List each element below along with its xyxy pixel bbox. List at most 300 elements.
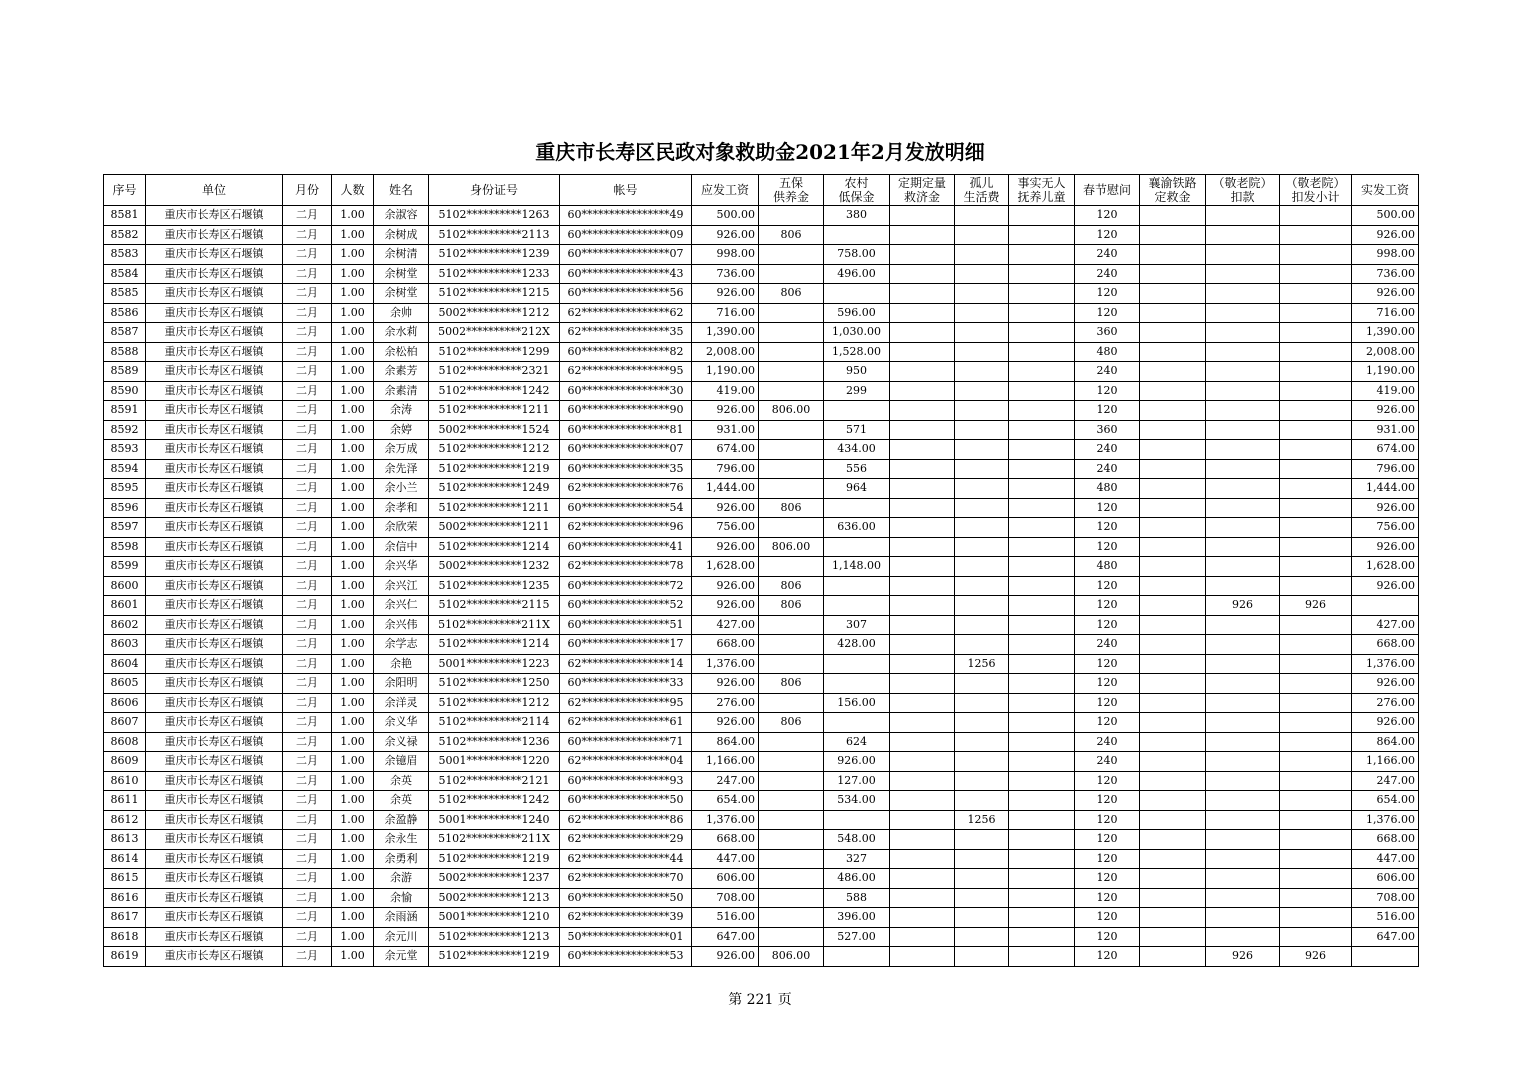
table-cell: [759, 810, 824, 830]
table-cell: 926.00: [1352, 498, 1419, 518]
table-cell: 654.00: [692, 791, 759, 811]
table-cell: 419.00: [692, 381, 759, 401]
table-cell: [1009, 635, 1075, 655]
table-cell: 5002**********212X: [429, 323, 560, 343]
table-cell: [955, 557, 1009, 577]
table-cell: 120: [1075, 810, 1140, 830]
table-cell: 447.00: [692, 849, 759, 869]
table-cell: 62****************14: [560, 654, 692, 674]
table-cell: [1206, 323, 1280, 343]
table-cell: 二月: [283, 635, 332, 655]
table-cell: 120: [1075, 830, 1140, 850]
table-cell: 重庆市长寿区石堰镇: [146, 947, 283, 967]
table-cell: 余英: [374, 771, 429, 791]
table-cell: 二月: [283, 557, 332, 577]
table-cell: [1206, 459, 1280, 479]
table-cell: [1206, 771, 1280, 791]
table-cell: 1.00: [332, 518, 374, 538]
table-cell: 156.00: [824, 693, 890, 713]
table-cell: 486.00: [824, 869, 890, 889]
table-cell: 余树堂: [374, 264, 429, 284]
table-cell: 二月: [283, 888, 332, 908]
table-cell: [1009, 615, 1075, 635]
table-cell: [824, 576, 890, 596]
table-cell: [955, 635, 1009, 655]
table-cell: [1140, 362, 1206, 382]
table-cell: [955, 342, 1009, 362]
table-cell: 二月: [283, 401, 332, 421]
table-cell: 806: [759, 498, 824, 518]
table-cell: 419.00: [1352, 381, 1419, 401]
table-cell: 余兴仁: [374, 596, 429, 616]
table-cell: 重庆市长寿区石堰镇: [146, 440, 283, 460]
table-cell: [1009, 674, 1075, 694]
table-cell: 重庆市长寿区石堰镇: [146, 225, 283, 245]
table-cell: [1280, 674, 1352, 694]
table-cell: 二月: [283, 284, 332, 304]
table-cell: [1140, 888, 1206, 908]
table-cell: [890, 908, 955, 928]
document-title: 重庆市长寿区民政对象救助金2021年2月发放明细: [535, 140, 985, 164]
table-cell: 余盈静: [374, 810, 429, 830]
table-cell: 二月: [283, 713, 332, 733]
table-cell: 62****************29: [560, 830, 692, 850]
table-cell: [1280, 771, 1352, 791]
table-cell: 1,444.00: [692, 479, 759, 499]
table-cell: 1,190.00: [1352, 362, 1419, 382]
table-cell: 1.00: [332, 420, 374, 440]
table-cell: 余义华: [374, 713, 429, 733]
table-cell: 1.00: [332, 693, 374, 713]
table-row: [104, 264, 1419, 284]
table-cell: [955, 440, 1009, 460]
table-cell: [890, 830, 955, 850]
table-cell: 1.00: [332, 284, 374, 304]
table-row: [104, 342, 1419, 362]
table-cell: [890, 459, 955, 479]
table-cell: 736.00: [1352, 264, 1419, 284]
table-cell: 62****************95: [560, 693, 692, 713]
table-cell: 60****************81: [560, 420, 692, 440]
table-cell: [1352, 596, 1419, 616]
table-cell: [759, 654, 824, 674]
table-cell: 8613: [104, 830, 146, 850]
table-cell: 余树成: [374, 225, 429, 245]
table-cell: 5102**********2115: [429, 596, 560, 616]
table-cell: 931.00: [1352, 420, 1419, 440]
table-cell: 62****************86: [560, 810, 692, 830]
column-header: （敬老院） 扣款: [1206, 175, 1280, 206]
table-cell: 二月: [283, 303, 332, 323]
table-cell: [1280, 245, 1352, 265]
table-cell: [1206, 303, 1280, 323]
table-cell: [1280, 362, 1352, 382]
table-cell: [1206, 791, 1280, 811]
table-cell: 606.00: [1352, 869, 1419, 889]
table-cell: 1,528.00: [824, 342, 890, 362]
table-cell: 5102**********1211: [429, 498, 560, 518]
table-cell: 516.00: [692, 908, 759, 928]
table-cell: 8594: [104, 459, 146, 479]
table-cell: [1280, 479, 1352, 499]
table-cell: 60****************49: [560, 206, 692, 226]
table-cell: [759, 459, 824, 479]
table-cell: 926.00: [1352, 537, 1419, 557]
table-cell: 1.00: [332, 479, 374, 499]
table-cell: [1206, 284, 1280, 304]
table-cell: 重庆市长寿区石堰镇: [146, 420, 283, 440]
table-cell: 668.00: [692, 830, 759, 850]
table-cell: [1140, 225, 1206, 245]
table-row: [104, 615, 1419, 635]
table-cell: 二月: [283, 420, 332, 440]
column-header: 人数: [332, 175, 374, 206]
table-cell: 重庆市长寿区石堰镇: [146, 245, 283, 265]
table-cell: [955, 284, 1009, 304]
table-cell: 556: [824, 459, 890, 479]
table-cell: [955, 849, 1009, 869]
table-cell: [955, 225, 1009, 245]
table-cell: 5102**********1212: [429, 440, 560, 460]
table-row: [104, 498, 1419, 518]
table-cell: 360: [1075, 420, 1140, 440]
table-cell: 8581: [104, 206, 146, 226]
table-cell: [1280, 381, 1352, 401]
table-cell: 余艳: [374, 654, 429, 674]
table-cell: [1009, 732, 1075, 752]
table-cell: 60****************90: [560, 401, 692, 421]
table-row: [104, 459, 1419, 479]
table-cell: [759, 771, 824, 791]
table-cell: 二月: [283, 674, 332, 694]
table-cell: 余学志: [374, 635, 429, 655]
table-cell: 480: [1075, 557, 1140, 577]
table-cell: 60****************82: [560, 342, 692, 362]
table-cell: [824, 674, 890, 694]
table-cell: [890, 323, 955, 343]
table-row: [104, 479, 1419, 499]
table-cell: [1206, 245, 1280, 265]
table-cell: 二月: [283, 537, 332, 557]
table-cell: [890, 284, 955, 304]
table-cell: 60****************72: [560, 576, 692, 596]
table-cell: 二月: [283, 342, 332, 362]
table-cell: [1140, 693, 1206, 713]
table-cell: 二月: [283, 498, 332, 518]
table-cell: 余欣荣: [374, 518, 429, 538]
table-cell: [1140, 557, 1206, 577]
table-cell: 8585: [104, 284, 146, 304]
table-cell: 重庆市长寿区石堰镇: [146, 752, 283, 772]
table-cell: 二月: [283, 830, 332, 850]
table-cell: 624: [824, 732, 890, 752]
column-header: 月份: [283, 175, 332, 206]
table-cell: 716.00: [1352, 303, 1419, 323]
table-cell: [890, 654, 955, 674]
table-cell: 8582: [104, 225, 146, 245]
table-cell: 60****************09: [560, 225, 692, 245]
table-cell: 62****************04: [560, 752, 692, 772]
table-cell: 1.00: [332, 791, 374, 811]
table-cell: [890, 401, 955, 421]
table-cell: 余孝和: [374, 498, 429, 518]
table-cell: [1280, 576, 1352, 596]
table-cell: [890, 869, 955, 889]
table-cell: 796.00: [692, 459, 759, 479]
table-cell: [955, 479, 1009, 499]
table-cell: [1009, 869, 1075, 889]
table-cell: 120: [1075, 206, 1140, 226]
table-cell: 240: [1075, 362, 1140, 382]
table-cell: [759, 362, 824, 382]
table-cell: [955, 206, 1009, 226]
table-cell: [1009, 752, 1075, 772]
table-cell: [824, 284, 890, 304]
table-cell: [1140, 206, 1206, 226]
table-cell: [890, 381, 955, 401]
table-cell: 重庆市长寿区石堰镇: [146, 479, 283, 499]
table-header: [104, 175, 1419, 206]
table-cell: 重庆市长寿区石堰镇: [146, 830, 283, 850]
table-row: [104, 927, 1419, 947]
table-cell: 二月: [283, 381, 332, 401]
table-cell: 240: [1075, 459, 1140, 479]
table-cell: [890, 752, 955, 772]
table-cell: 756.00: [1352, 518, 1419, 538]
table-cell: [1206, 420, 1280, 440]
table-cell: 60****************93: [560, 771, 692, 791]
table-cell: 5102**********2114: [429, 713, 560, 733]
table-cell: 5102**********1219: [429, 849, 560, 869]
table-cell: 重庆市长寿区石堰镇: [146, 888, 283, 908]
table-cell: 307: [824, 615, 890, 635]
table-cell: 余洋灵: [374, 693, 429, 713]
table-cell: [1206, 869, 1280, 889]
table-cell: [1280, 498, 1352, 518]
table-cell: 1,390.00: [1352, 323, 1419, 343]
table-cell: [824, 401, 890, 421]
table-cell: 二月: [283, 459, 332, 479]
table-cell: 516.00: [1352, 908, 1419, 928]
table-cell: [1280, 732, 1352, 752]
table-cell: 806: [759, 674, 824, 694]
column-header: 应发工资: [692, 175, 759, 206]
table-cell: 8606: [104, 693, 146, 713]
table-cell: 120: [1075, 303, 1140, 323]
table-cell: [890, 693, 955, 713]
table-cell: [1206, 342, 1280, 362]
table-cell: [1206, 752, 1280, 772]
table-cell: 120: [1075, 908, 1140, 928]
table-cell: [1206, 479, 1280, 499]
table-cell: 1.00: [332, 381, 374, 401]
table-cell: [1009, 576, 1075, 596]
table-cell: [955, 791, 1009, 811]
table-cell: [890, 927, 955, 947]
table-cell: 60****************35: [560, 459, 692, 479]
table-cell: [955, 518, 1009, 538]
table-cell: [824, 713, 890, 733]
table-cell: 1.00: [332, 674, 374, 694]
table-cell: 8587: [104, 323, 146, 343]
table-cell: [1009, 342, 1075, 362]
table-cell: [1140, 869, 1206, 889]
table-cell: 240: [1075, 245, 1140, 265]
column-header: 实发工资: [1352, 175, 1419, 206]
table-cell: [824, 654, 890, 674]
table-cell: 247.00: [1352, 771, 1419, 791]
table-cell: 余素芳: [374, 362, 429, 382]
table-cell: [1206, 362, 1280, 382]
table-cell: [955, 381, 1009, 401]
table-cell: 二月: [283, 869, 332, 889]
table-cell: 5102**********1215: [429, 284, 560, 304]
table-cell: 重庆市长寿区石堰镇: [146, 635, 283, 655]
table-cell: [1140, 654, 1206, 674]
table-cell: [890, 245, 955, 265]
table-cell: 5102**********1242: [429, 791, 560, 811]
table-cell: 60****************53: [560, 947, 692, 967]
table-cell: [1280, 225, 1352, 245]
table-cell: 926.00: [824, 752, 890, 772]
table-row: [104, 771, 1419, 791]
table-cell: 396.00: [824, 908, 890, 928]
table-cell: 806.00: [759, 401, 824, 421]
table-cell: [1280, 869, 1352, 889]
table-cell: [1206, 732, 1280, 752]
table-cell: [955, 323, 1009, 343]
table-cell: [1140, 518, 1206, 538]
table-cell: [1206, 674, 1280, 694]
table-cell: 500.00: [1352, 206, 1419, 226]
table-cell: [1206, 927, 1280, 947]
table-cell: 5102**********1213: [429, 927, 560, 947]
table-cell: [1009, 830, 1075, 850]
table-cell: 1,376.00: [692, 810, 759, 830]
table-cell: 重庆市长寿区石堰镇: [146, 908, 283, 928]
table-cell: 60****************43: [560, 264, 692, 284]
table-cell: 1,030.00: [824, 323, 890, 343]
table-cell: 1.00: [332, 869, 374, 889]
table-cell: 716.00: [692, 303, 759, 323]
table-cell: 62****************78: [560, 557, 692, 577]
table-cell: [1352, 947, 1419, 967]
table-cell: [1280, 713, 1352, 733]
table-cell: [1009, 908, 1075, 928]
table-cell: [890, 362, 955, 382]
column-header: 单位: [146, 175, 283, 206]
table-cell: 重庆市长寿区石堰镇: [146, 206, 283, 226]
table-cell: 1.00: [332, 206, 374, 226]
table-cell: 二月: [283, 752, 332, 772]
table-cell: 重庆市长寿区石堰镇: [146, 732, 283, 752]
table-cell: 247.00: [692, 771, 759, 791]
table-cell: [890, 557, 955, 577]
table-cell: [955, 771, 1009, 791]
table-cell: 926.00: [692, 576, 759, 596]
table-cell: 8595: [104, 479, 146, 499]
table-cell: 668.00: [692, 635, 759, 655]
table-row: [104, 888, 1419, 908]
table-cell: [1140, 440, 1206, 460]
table-row: [104, 206, 1419, 226]
table-cell: 8616: [104, 888, 146, 908]
table-cell: 二月: [283, 596, 332, 616]
table-cell: 8612: [104, 810, 146, 830]
table-cell: [890, 810, 955, 830]
table-cell: [1009, 518, 1075, 538]
table-cell: 806.00: [759, 947, 824, 967]
table-cell: 5102**********1249: [429, 479, 560, 499]
table-row: [104, 537, 1419, 557]
table-cell: [824, 596, 890, 616]
table-cell: [1140, 752, 1206, 772]
table-cell: 998.00: [1352, 245, 1419, 265]
table-cell: 重庆市长寿区石堰镇: [146, 362, 283, 382]
table-cell: 647.00: [1352, 927, 1419, 947]
table-cell: [1009, 596, 1075, 616]
table-cell: [1280, 810, 1352, 830]
table-cell: 926.00: [692, 225, 759, 245]
table-cell: 1,444.00: [1352, 479, 1419, 499]
table-cell: [955, 459, 1009, 479]
table-cell: [1206, 264, 1280, 284]
table-cell: [1009, 713, 1075, 733]
table-cell: 708.00: [1352, 888, 1419, 908]
table-cell: 931.00: [692, 420, 759, 440]
table-cell: [1009, 927, 1075, 947]
table-cell: 1,376.00: [1352, 810, 1419, 830]
table-cell: [1280, 635, 1352, 655]
table-cell: 1.00: [332, 225, 374, 245]
table-cell: [759, 381, 824, 401]
table-cell: 余阳明: [374, 674, 429, 694]
table-cell: [890, 206, 955, 226]
table-cell: 496.00: [824, 264, 890, 284]
table-cell: 674.00: [1352, 440, 1419, 460]
table-cell: 120: [1075, 401, 1140, 421]
table-cell: 926.00: [692, 596, 759, 616]
table-cell: 120: [1075, 225, 1140, 245]
table-cell: 5102**********211X: [429, 615, 560, 635]
table-cell: 8618: [104, 927, 146, 947]
table-cell: [1009, 479, 1075, 499]
table-cell: [824, 810, 890, 830]
table-cell: [1140, 342, 1206, 362]
table-cell: [890, 771, 955, 791]
table-cell: [1206, 693, 1280, 713]
table-cell: [759, 693, 824, 713]
table-cell: 926.00: [692, 713, 759, 733]
table-row: [104, 713, 1419, 733]
table-cell: 5001**********1210: [429, 908, 560, 928]
table-cell: 重庆市长寿区石堰镇: [146, 596, 283, 616]
table-cell: 120: [1075, 947, 1140, 967]
table-cell: 60****************50: [560, 791, 692, 811]
table-cell: [1280, 791, 1352, 811]
table-cell: 62****************95: [560, 362, 692, 382]
table-cell: 926.00: [692, 284, 759, 304]
table-row: [104, 225, 1419, 245]
table-cell: 120: [1075, 518, 1140, 538]
table-cell: [1009, 440, 1075, 460]
table-cell: [759, 927, 824, 947]
table-cell: 重庆市长寿区石堰镇: [146, 771, 283, 791]
table-cell: 余元川: [374, 927, 429, 947]
table-cell: [890, 615, 955, 635]
table-cell: 2,008.00: [1352, 342, 1419, 362]
table-cell: [1280, 888, 1352, 908]
